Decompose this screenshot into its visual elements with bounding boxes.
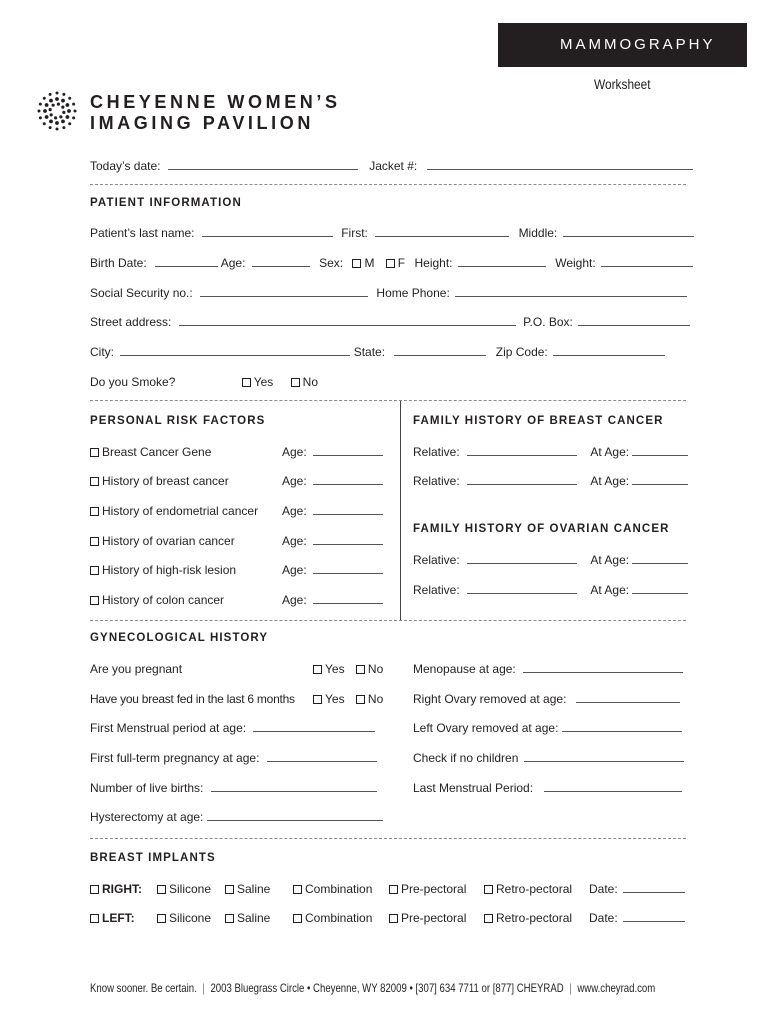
middle-name-label: Middle:: [518, 226, 558, 240]
no-children-label: Check if no children: [413, 751, 519, 765]
first-name-label: First:: [341, 226, 368, 240]
birth-row: [90, 256, 693, 270]
logo-dot: [49, 108, 52, 111]
right-implant-option: [293, 882, 372, 896]
live-births-row: [90, 781, 377, 795]
risk-factor-age: [282, 504, 383, 518]
left-implant-option: [293, 911, 372, 925]
logo-dot: [56, 92, 59, 95]
last-name-label: Patient’s last name:: [90, 226, 195, 240]
breast-fed-options: [313, 692, 383, 706]
logo-dot: [52, 104, 55, 107]
footer-tagline: Know sooner. Be certain.: [90, 981, 197, 995]
smoke-yes-label: Yes: [253, 375, 274, 389]
saline-label: Saline: [237, 882, 271, 896]
menopause-field[interactable]: [523, 663, 683, 673]
pregnant-options: [313, 662, 383, 676]
at-age-field[interactable]: [632, 475, 688, 485]
right-implant-option: [389, 882, 466, 896]
silicone-label: Silicone: [169, 882, 212, 896]
age-label: Age:: [282, 534, 307, 548]
left-implant-option: [225, 911, 270, 925]
risk-factor-checkbox[interactable]: [90, 477, 99, 486]
risk-factor-checkbox[interactable]: [90, 537, 99, 546]
breast-implants-heading: BREAST IMPLANTS: [90, 852, 216, 864]
smoke-yes-checkbox[interactable]: [242, 378, 251, 387]
right-implant-option: [90, 882, 142, 896]
sex-m-label: M: [364, 256, 375, 270]
family-breast-heading: FAMILY HISTORY OF BREAST CANCER: [413, 415, 664, 427]
ssn-field[interactable]: [200, 287, 368, 297]
no-children-row: [413, 751, 684, 765]
jacket-field[interactable]: [427, 160, 693, 170]
state-field[interactable]: [394, 346, 486, 356]
age-label: Age:: [282, 563, 307, 577]
age-label: Age:: [282, 474, 307, 488]
left-implant-option: [90, 911, 135, 925]
right-saline-checkbox[interactable]: [225, 885, 234, 894]
risk-factor-label: History of breast cancer: [102, 474, 229, 488]
left-implant-option: [389, 911, 466, 925]
logo-dot: [49, 93, 52, 96]
right-ovary-row: [413, 692, 680, 706]
logo-dot: [67, 109, 71, 113]
at-age-field[interactable]: [632, 446, 688, 456]
first-menstrual-field[interactable]: [253, 722, 375, 732]
sex-label: Sex:: [319, 256, 344, 270]
combination-label: Combination: [305, 911, 373, 925]
right-date-field[interactable]: [623, 883, 685, 893]
street-address-label: Street address:: [90, 315, 172, 329]
logo-dot: [65, 103, 69, 107]
combination-label: Combination: [305, 882, 373, 896]
age-field[interactable]: [252, 257, 310, 267]
logo-dot: [56, 128, 59, 131]
logo-dot: [38, 110, 41, 113]
sex-m-checkbox[interactable]: [352, 259, 361, 268]
logo-dot: [68, 122, 71, 125]
gynecological-heading: GYNECOLOGICAL HISTORY: [90, 632, 269, 644]
logo-dot: [62, 126, 65, 129]
relative-label: Relative:: [413, 583, 460, 597]
risk-factor-label: History of colon cancer: [102, 593, 225, 607]
relative-field[interactable]: [467, 554, 577, 564]
logo-dot: [65, 115, 69, 119]
live-births-label: Number of live births:: [90, 781, 204, 795]
risk-factor-label: Breast Cancer Gene: [102, 445, 212, 459]
risk-factor-checkbox[interactable]: [90, 448, 99, 457]
middle-name-field[interactable]: [563, 227, 694, 237]
right-implant-checkbox[interactable]: [90, 885, 99, 894]
right-implant-option: [225, 882, 270, 896]
logo-dot: [61, 99, 65, 103]
logo-dot: [49, 99, 53, 103]
ssn-label: Social Security no.:: [90, 286, 193, 300]
family-ovarian-heading: FAMILY HISTORY OF OVARIAN CANCER: [413, 523, 670, 535]
breast-fed-yes-label: Yes: [325, 692, 345, 706]
relative-field[interactable]: [467, 446, 577, 456]
risk-factor-label: History of endometrial cancer: [102, 504, 259, 518]
weight-label: Weight:: [555, 256, 596, 270]
todays-date-label: Today’s date:: [90, 159, 161, 173]
risk-factor-age: [282, 474, 383, 488]
name-row: [90, 226, 694, 240]
age-field[interactable]: [313, 475, 383, 485]
logo-dot: [55, 121, 59, 125]
hysterectomy-field[interactable]: [207, 811, 383, 821]
risk-factor-age: [282, 563, 383, 577]
no-children-field[interactable]: [524, 752, 684, 762]
logo-dot: [72, 116, 75, 119]
smoke-no-label: No: [302, 375, 318, 389]
organization-name: [90, 92, 341, 134]
logo-dot: [49, 126, 52, 129]
risk-factor-label: History of high-risk lesion: [102, 563, 237, 577]
left-implant-label: LEFT:: [102, 911, 135, 925]
logo-dot: [61, 106, 64, 109]
city-label: City:: [90, 345, 114, 359]
left-combination-checkbox[interactable]: [293, 914, 302, 923]
personal-risk-heading: PERSONAL RISK FACTORS: [90, 415, 266, 427]
age-field[interactable]: [313, 535, 383, 545]
dotted-sunburst-icon: [34, 90, 80, 132]
footer-address: 2003 Bluegrass Circle • Cheyenne, WY 82009 • [307] 634 7711 or [877] CHEYRAD: [210, 981, 564, 995]
sex-f-checkbox[interactable]: [386, 259, 395, 268]
breast-fed-label: Have you breast fed in the last 6 months: [90, 692, 295, 706]
at-age-label: At Age:: [590, 583, 630, 597]
first-pregnancy-field[interactable]: [267, 752, 377, 762]
street-address-field[interactable]: [179, 316, 516, 326]
last-name-field[interactable]: [202, 227, 333, 237]
first-pregnancy-row: [90, 751, 377, 765]
left-ovary-row: [413, 721, 682, 735]
footer: Know sooner. Be certain. | 2003 Bluegrass Circle • Cheyenne, WY 82009 • [307] 634 7711 or [877] CHEYRAD | www.cheyrad.com: [90, 981, 656, 995]
age-label: Age:: [282, 593, 307, 607]
menopause-label: Menopause at age:: [413, 662, 516, 676]
left-implant-option: [589, 911, 685, 925]
risk-factor-age: [282, 593, 383, 607]
smoke-no-checkbox[interactable]: [291, 378, 300, 387]
hysterectomy-label: Hysterectomy at age:: [90, 810, 204, 824]
risk-factor-checkbox[interactable]: [90, 566, 99, 575]
date-label: Date:: [589, 911, 618, 925]
column-divider: [400, 401, 401, 621]
logo-dot: [39, 116, 42, 119]
risk-factor-row: [90, 474, 229, 488]
relative-field[interactable]: [467, 475, 577, 485]
form-subtitle: Worksheet: [594, 77, 651, 92]
age-label: Age:: [282, 504, 307, 518]
pregnant-label: Are you pregnant: [90, 662, 183, 676]
organization-name-line2: IMAGING PAVILION: [90, 113, 314, 133]
po-box-field[interactable]: [578, 316, 690, 326]
risk-factor-row: [90, 534, 235, 548]
home-phone-field[interactable]: [455, 287, 687, 297]
pre-pectoral-label: Pre-pectoral: [401, 911, 467, 925]
age-field[interactable]: [313, 564, 383, 574]
first-pregnancy-label: First full-term pregnancy at age:: [90, 751, 260, 765]
logo-dot: [55, 97, 59, 101]
height-label: Height:: [414, 256, 453, 270]
logo-dot: [74, 110, 77, 113]
patient-information-heading: PATIENT INFORMATION: [90, 197, 242, 209]
birth-date-field[interactable]: [155, 257, 218, 267]
right-retro-pectoral-checkbox[interactable]: [484, 885, 493, 894]
risk-factor-label: History of ovarian cancer: [102, 534, 235, 548]
right-implant-option: [589, 882, 685, 896]
logo-dot: [57, 103, 60, 106]
zip-field[interactable]: [553, 346, 665, 356]
breast-fed-no-label: No: [367, 692, 384, 706]
first-menstrual-row: [90, 721, 375, 735]
family-ovarian-row-1: [413, 553, 688, 567]
right-implant-option: [157, 882, 211, 896]
hysterectomy-row: [90, 810, 383, 824]
at-age-label: At Age:: [590, 553, 630, 567]
last-period-field[interactable]: [544, 782, 682, 792]
last-period-row: [413, 781, 682, 795]
logo-dot: [50, 113, 53, 116]
risk-factor-row: [90, 593, 224, 607]
pre-pectoral-label: Pre-pectoral: [401, 882, 467, 896]
state-label: State:: [353, 345, 386, 359]
first-menstrual-label: First Menstrual period at age:: [90, 721, 247, 735]
form-title-banner: [498, 23, 747, 67]
right-implant-label: RIGHT:: [102, 882, 142, 896]
left-retro-pectoral-checkbox[interactable]: [484, 914, 493, 923]
logo-dot: [59, 115, 62, 118]
divider: [90, 184, 686, 185]
right-ovary-field[interactable]: [576, 693, 680, 703]
risk-factor-age: [282, 445, 383, 459]
logo-dot: [72, 103, 75, 106]
left-ovary-label: Left Ovary removed at age:: [413, 721, 559, 735]
smoke-label: Do you Smoke?: [90, 375, 176, 389]
relative-label: Relative:: [413, 553, 460, 567]
smoke-row: [90, 375, 318, 389]
family-breast-row-1: [413, 445, 688, 459]
city-row: [90, 345, 665, 359]
sex-f-label: F: [397, 256, 406, 270]
divider: [90, 620, 686, 621]
relative-field[interactable]: [467, 584, 577, 594]
right-ovary-label: Right Ovary removed at age:: [413, 692, 567, 706]
breast-fed-yes-checkbox[interactable]: [313, 695, 322, 704]
left-ovary-field[interactable]: [562, 722, 682, 732]
at-age-label: At Age:: [590, 445, 630, 459]
relative-label: Relative:: [413, 445, 460, 459]
live-births-field[interactable]: [211, 782, 377, 792]
right-pre-pectoral-checkbox[interactable]: [389, 885, 398, 894]
street-row: [90, 315, 690, 329]
pregnant-yes-label: Yes: [325, 662, 345, 676]
left-pre-pectoral-checkbox[interactable]: [389, 914, 398, 923]
left-saline-checkbox[interactable]: [225, 914, 234, 923]
logo-dot: [45, 103, 49, 107]
menopause-row: [413, 662, 683, 676]
age-field[interactable]: [313, 594, 383, 604]
left-silicone-checkbox[interactable]: [157, 914, 166, 923]
todays-date-field[interactable]: [168, 160, 358, 170]
ssn-row: [90, 286, 687, 300]
risk-factor-row: [90, 504, 258, 518]
at-age-field[interactable]: [632, 554, 688, 564]
age-label: Age:: [220, 256, 246, 270]
birth-date-label: Birth Date:: [90, 256, 147, 270]
risk-factor-checkbox[interactable]: [90, 507, 99, 516]
family-ovarian-row-2: [413, 583, 688, 597]
logo-dot: [62, 111, 65, 114]
left-implant-option: [157, 911, 211, 925]
organization-name-line1: CHEYENNE WOMEN’S: [90, 92, 341, 112]
form-title: MAMMOGRAPHY: [560, 36, 716, 53]
logo-dot: [61, 119, 65, 123]
age-field[interactable]: [313, 505, 383, 515]
logo-dot: [62, 93, 65, 96]
at-age-field[interactable]: [632, 584, 688, 594]
age-label: Age:: [282, 445, 307, 459]
right-combination-checkbox[interactable]: [293, 885, 302, 894]
date-label: Date:: [589, 882, 618, 896]
logo-dot: [43, 109, 47, 113]
relative-label: Relative:: [413, 474, 460, 488]
silicone-label: Silicone: [169, 911, 212, 925]
height-field[interactable]: [458, 257, 546, 267]
footer-website[interactable]: www.cheyrad.com: [577, 981, 656, 995]
zip-label: Zip Code:: [495, 345, 548, 359]
risk-factor-row: [90, 563, 236, 577]
risk-factor-row: [90, 445, 211, 459]
weight-field[interactable]: [601, 257, 693, 267]
saline-label: Saline: [237, 911, 271, 925]
pregnant-yes-checkbox[interactable]: [313, 665, 322, 674]
city-field[interactable]: [120, 346, 350, 356]
left-implant-option: [484, 911, 572, 925]
logo-dot: [43, 97, 46, 100]
left-date-field[interactable]: [623, 912, 685, 922]
jacket-label: Jacket #:: [369, 159, 418, 173]
logo-dot: [39, 103, 42, 106]
logo-dot: [54, 116, 57, 119]
last-period-label: Last Menstrual Period:: [413, 781, 534, 795]
logo-dot: [68, 97, 71, 100]
risk-factor-checkbox[interactable]: [90, 596, 99, 605]
at-age-label: At Age:: [590, 474, 630, 488]
logo-dot: [43, 122, 46, 125]
right-silicone-checkbox[interactable]: [157, 885, 166, 894]
risk-factor-age: [282, 534, 383, 548]
divider: [90, 400, 686, 401]
age-field[interactable]: [313, 446, 383, 456]
retro-pectoral-label: Retro-pectoral: [496, 882, 573, 896]
right-implant-option: [484, 882, 572, 896]
pregnant-no-label: No: [367, 662, 384, 676]
home-phone-label: Home Phone:: [376, 286, 450, 300]
logo-dot: [45, 115, 49, 119]
divider: [90, 838, 686, 839]
first-name-field[interactable]: [375, 227, 509, 237]
breast-fed-no-checkbox[interactable]: [356, 695, 365, 704]
logo-dot: [49, 119, 53, 123]
retro-pectoral-label: Retro-pectoral: [496, 911, 573, 925]
left-implant-checkbox[interactable]: [90, 914, 99, 923]
po-box-label: P.O. Box:: [523, 315, 573, 329]
pregnant-no-checkbox[interactable]: [356, 665, 365, 674]
todays-date-row: [90, 159, 693, 173]
family-breast-row-2: [413, 474, 688, 488]
